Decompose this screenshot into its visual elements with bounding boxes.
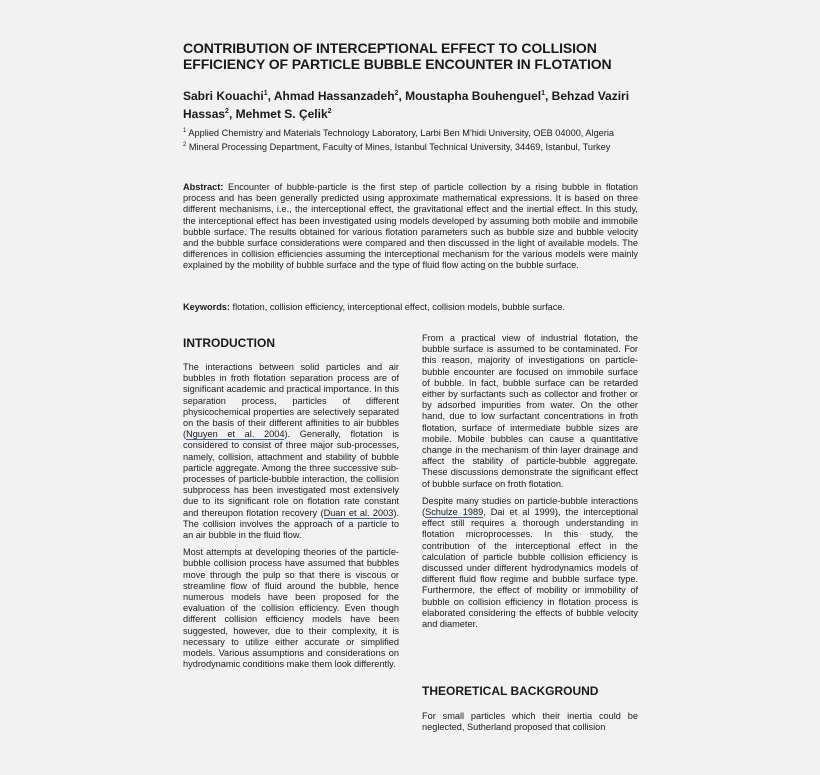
paper-title: CONTRIBUTION OF INTERCEPTIONAL EFFECT TO COLLISION EFFICIENCY OF PARTICLE BUBBLE ENCOUNTER IN FLOTATION [183,40,612,72]
keywords-text: flotation, collision efficiency, interceptional effect, collision models, bubble surface. [229,302,565,312]
affiliation-marker: 1 [541,90,546,97]
citation-link[interactable]: Duan et al. 2003 [323,507,394,518]
keywords-label: Keywords: [183,302,230,312]
author-name: , Behzad Vaziri Hassas [183,89,630,121]
affiliation-marker: 2 [183,142,187,149]
paragraph-text: ). The collision involves the approach of a particle to an air bubble in the fluid flow. [183,507,399,541]
affiliation-marker: 2 [327,108,332,115]
abstract [183,182,638,272]
paragraph: Most attempts at developing theories of the particle-bubble collision process have assumed that bubbles move through the pulp so that there is viscous or streamline flow of fluid around the bubble, hence numerous models have been proposed for the evaluation of the collision efficiency. Even though different collision efficiency models have been suggested, however, due to their complexity, it is necessary to utilize either accurate or simplified models. Various assumptions and considerations on hydrodynamic conditions make them look differently. [183,547,399,670]
column-left [183,362,399,676]
keywords [183,302,638,313]
affiliation-1 [183,126,643,139]
abstract-text: Encounter of bubble-particle is the first step of particle collection by a rising bubble in flotation process and has been generally predicted using approximate mathematical expressions. It is based on three different mechanisms, i.e., the interceptional effect, the gravitational effect and the inertial effect. In this study, the interceptional effect has been investigated using models developed by assuming both mobile and immobile bubble surface. The results obtained for various flotation parameters such as bubble size and bubble velocity and the bubble surface considerations were compared and then discussed in the light of available models. The differences in collision efficiencies assuming the interceptional mechanism for the various models were mainly explained by the mobility of bubble surface and the type of fluid flow acting on the bubble surface. [183,182,638,271]
paragraph [183,362,399,541]
section-heading-theoretical-background: THEORETICAL BACKGROUND [422,684,599,698]
author-name: , Moustapha Bouhenguel [398,89,542,103]
affiliation-text: Applied Chemistry and Materials Technology Laboratory, Larbi Ben M'hidi University, OEB 04000, Algeria [186,128,615,139]
paragraph-text: ). Generally, flotation is considered to consist of three major sub-processes, namely, collision, attachment and stability of bubble particle aggregate. Among the three successive sub-processes of particle-bubble interaction, the collision subprocess has been investigated most extensively due to its significant role on flotation rate constant and thereupon flotation recovery ( [183,429,399,518]
column-right [422,333,638,636]
author-list [183,86,653,122]
author-name: , Mehmet S. Çelik [228,107,328,121]
affiliation-marker: 2 [225,108,229,115]
citation-link[interactable]: Nguyen et al. 2004 [186,429,285,440]
paragraph-text: The interactions between solid particles and air bubbles in froth flotation separation process are of significant academic and practical importance. In this separation process, particles of different physicochemical properties are selectively separated on the basis of their different affinities to air bubbles ( [183,362,399,440]
author-name: Sabri Kouachi [183,89,264,103]
affiliation-marker: 2 [394,90,399,97]
citation-link[interactable]: Schulze 1989 [425,507,484,518]
paragraph: From a practical view of industrial flotation, the bubble surface is assumed to be contaminated. For this reason, majority of investigations on particle-bubble encounter are focused on immobile surface of bubble. In fact, bubble surface can be retarded either by surfactants such as collector and frother or by adsorbed impurities from water. On the other hand, due to low surfactant concentrations in froth flotation, surface of intermediate bubble sizes are mobile. Mobile bubbles can cause a quantitative change in the mechanism of thin layer drainage and affect the stability of particle-bubble aggregate. These discussions demonstrate the significant effect of bubble surface on froth flotation. [422,333,638,489]
affiliation-marker: 1 [183,128,187,134]
abstract-label: Abstract: [183,182,224,192]
paragraph [422,496,638,630]
author-name: , Ahmad Hassanzadeh [267,89,395,103]
paragraph-text: , Dai et al 1999), the interceptional effect still requires a thorough understanding in flotation microprocesses. In this study, the contribution of the interceptional effect in the calculation of particle bubble collision efficiency is discussed under different hydrodynamics models of different fluid flow regime and bubble surface type. Furthermore, the effect of mobility or immobility of bubble on collision efficiency in flotation process is elaborated considering the effects of bubble velocity and diameter. [422,507,638,630]
affiliation-text: Mineral Processing Department, Faculty of Mines, Istanbul Technical University, 34469, Istanbul, Turkey [186,142,611,153]
section-heading-introduction: INTRODUCTION [183,336,275,350]
affiliation-marker: 1 [263,90,268,97]
affiliations [183,126,643,155]
paragraph-text: Despite many studies on particle-bubble interactions ( [422,495,638,518]
paragraph: For small particles which their inertia could be neglected, Sutherland proposed that collision [422,711,638,733]
affiliation-2 [183,140,643,153]
column-right-continued [422,711,638,739]
